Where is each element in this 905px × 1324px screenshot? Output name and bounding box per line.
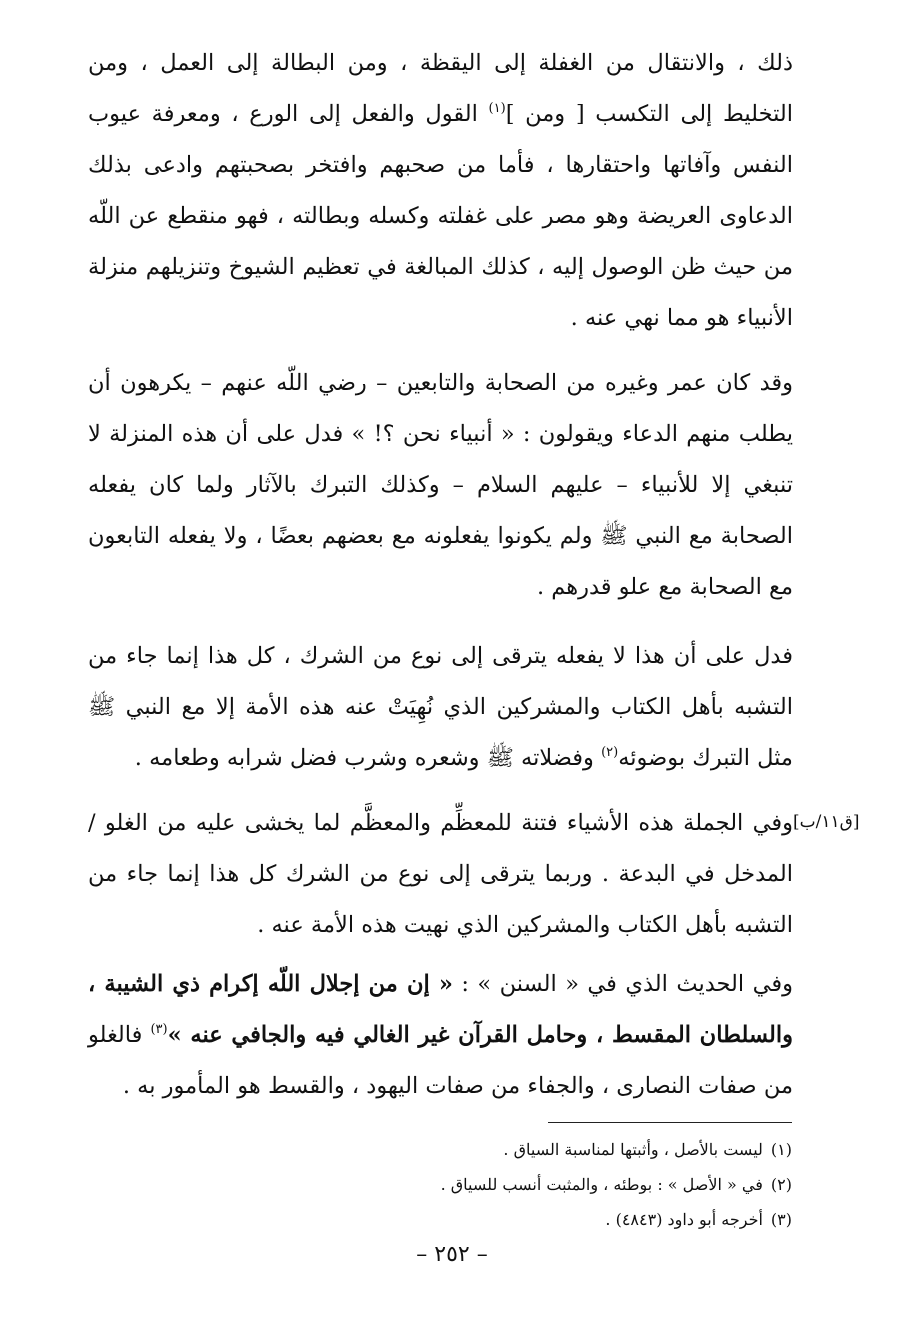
footnote-3 bbox=[380, 1202, 792, 1237]
paragraph-5 bbox=[88, 959, 793, 1112]
paragraph-3-text: فدل على أن هذا لا يفعله يترقى إلى نوع من الشرك ، كل هذا إنما جاء من التشبه بأهل الكتاب والمشركين الذي نُهِيَتْ عنه هذه الأمة إلا مع النبي ﷺ مثل التبرك بوضوئه bbox=[88, 643, 793, 771]
footnote-3-number: (٣) bbox=[770, 1210, 792, 1229]
hadith-quote: « إن من إجلال اللّه إكرام ذي الشيبة ، والسلطان المقسط ، وحامل القرآن غير الغالي فيه والجافي عنه » bbox=[88, 971, 793, 1048]
paragraph-1-text: ذلك ، والانتقال من الغفلة إلى اليقظة ، ومن البطالة إلى العمل ، ومن التخليط إلى التكسب [ ومن ] bbox=[88, 50, 793, 127]
footnote-2 bbox=[380, 1167, 792, 1202]
paragraph-5-text: وفي الحديث الذي في « السنن » : bbox=[452, 971, 793, 997]
paragraph-1-text-cont: القول والفعل إلى الورع ، ومعرفة عيوب النفس وآفاتها واحتقارها ، فأما من صحبهم وافتخر بصحبتهم وادعى بذلك الدعاوى العريضة وهو مصر على غفلته وكسله وبطالته ، فهو منقطع عن اللّه من حيث ظن الوصول إليه ، كذلك المبالغة في تعظيم الشيوخ وتنزيلهم منزلة الأنبياء هو مما نهي عنه . bbox=[88, 101, 793, 331]
footnote-2-number: (٢) bbox=[770, 1175, 792, 1194]
footnote-ref-3: (٣) bbox=[150, 1022, 168, 1037]
paragraph-5-text-cont: فالغلو من صفات النصارى ، والجفاء من صفات اليهود ، والقسط هو المأمور به . bbox=[88, 1022, 793, 1099]
paragraph-4 bbox=[88, 798, 793, 951]
footnote-2-text: في « الأصل » : بوطئه ، والمثبت أنسب للسياق . bbox=[440, 1175, 763, 1194]
paragraph-2 bbox=[88, 358, 793, 613]
footnote-ref-1: (١) bbox=[488, 101, 506, 116]
footnote-1 bbox=[380, 1132, 792, 1167]
paragraph-2-text: وقد كان عمر وغيره من الصحابة والتابعين – رضي اللّه عنهم – يكرهون أن يطلب منهم الدعاء ويقولون : « أنبياء نحن ؟! » فدل على أن هذه المنزلة لا تنبغي إلا للأنبياء – عليهم السلام – وكذلك التبرك بالآثار ولما كان يفعله الصحابة مع النبي ﷺ ولم يكونوا يفعلونه مع بعضهم بعضًا ، ولا يفعله التابعون مع الصحابة مع علو قدرهم . bbox=[88, 370, 793, 600]
footnote-ref-2: (٢) bbox=[601, 745, 619, 760]
footnote-divider bbox=[548, 1122, 792, 1123]
page-number: – ٢٥٢ – bbox=[416, 1242, 488, 1267]
paragraph-4-text: وفي الجملة هذه الأشياء فتنة للمعظِّم والمعظَّم لما يخشى عليه من الغلو / المدخل في البدعة . وربما يترقى إلى نوع من الشرك كل هذا إنما جاء من التشبه بأهل الكتاب والمشركين الذي نهيت هذه الأمة عنه . bbox=[88, 810, 793, 938]
footnotes bbox=[380, 1132, 792, 1237]
footnote-3-text: أخرجه أبو داود (٤٨٤٣) . bbox=[605, 1210, 763, 1229]
manuscript-folio-ref: [ق١١/ب] bbox=[793, 812, 860, 832]
footnote-1-text: ليست بالأصل ، وأثبتها لمناسبة السياق . bbox=[503, 1140, 763, 1159]
paragraph-3-text-cont: وفضلاته ﷺ وشعره وشرب فضل شرابه وطعامه . bbox=[134, 745, 602, 771]
paragraph-1 bbox=[88, 38, 793, 344]
paragraph-3 bbox=[88, 631, 793, 784]
main-text bbox=[88, 38, 793, 1112]
footnote-1-number: (١) bbox=[770, 1140, 792, 1159]
